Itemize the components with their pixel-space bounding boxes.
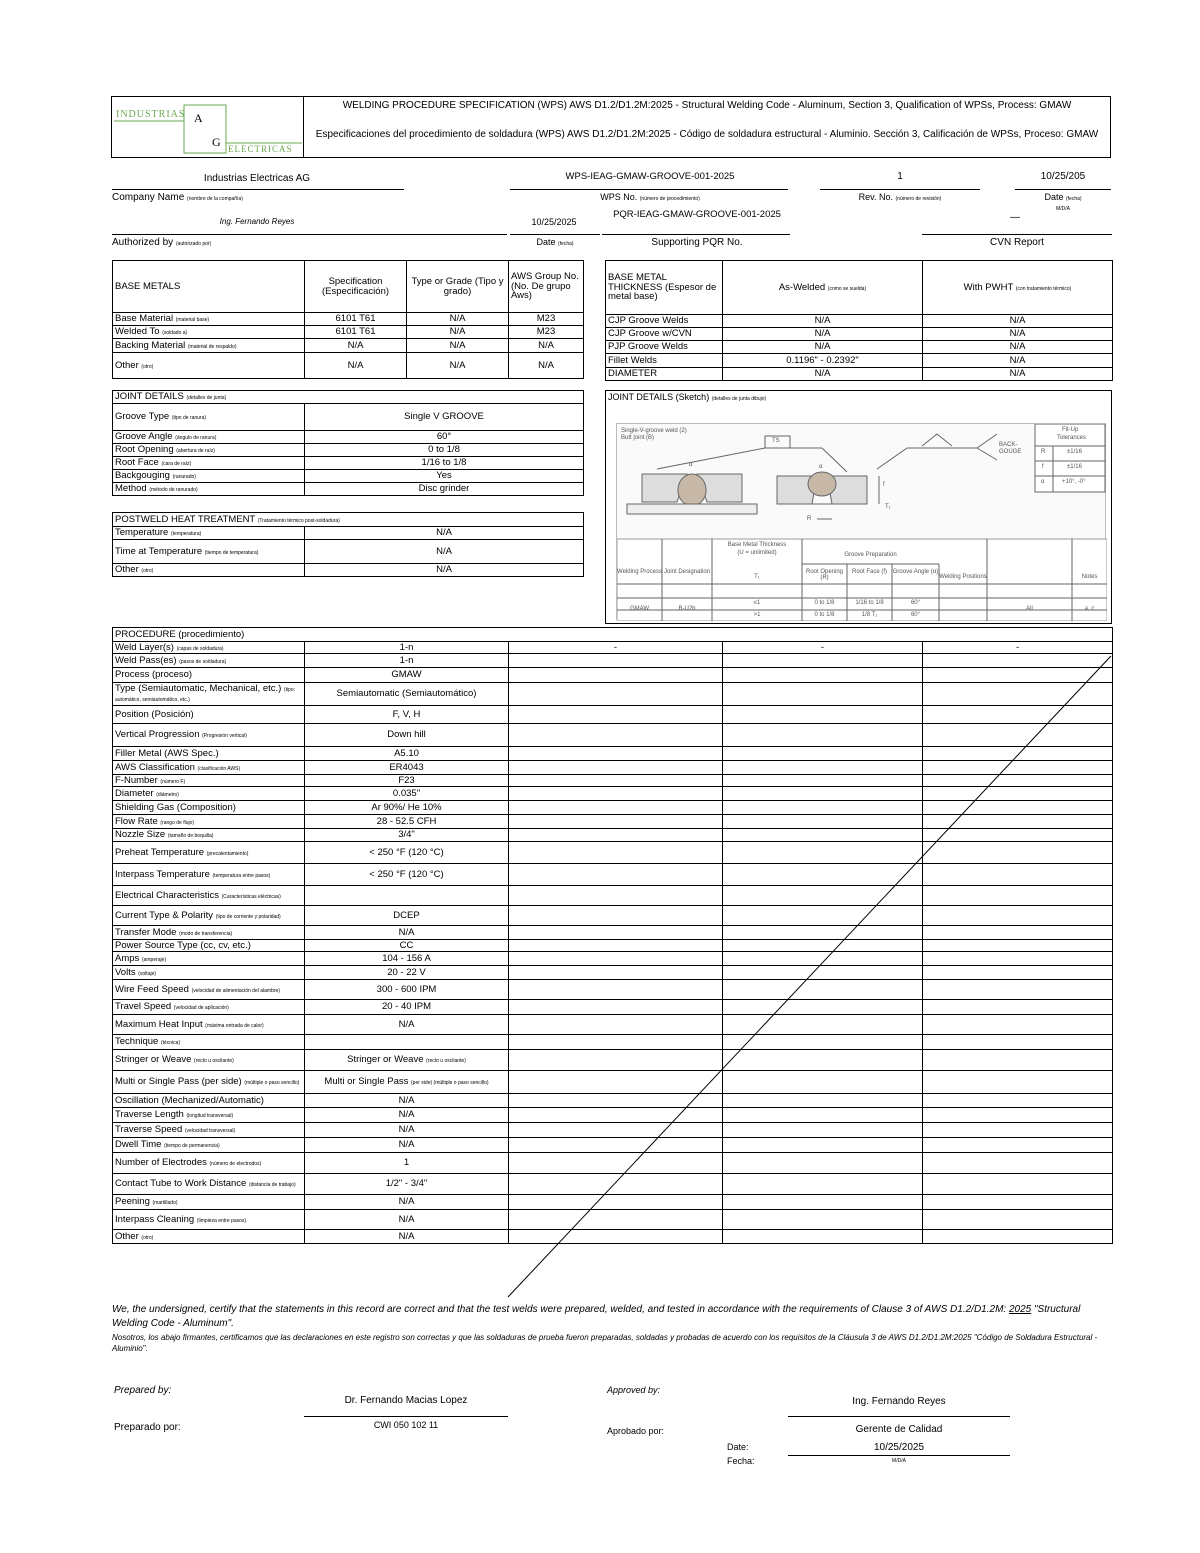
procedure-value-text: < 250 °F (120 °C) bbox=[369, 846, 444, 858]
procedure-label-text: Current Type & Polarity bbox=[115, 909, 214, 921]
sketch-td: 1/8 T₁ bbox=[861, 612, 878, 618]
pwht-row-sub: (tiempo de temperatura) bbox=[204, 549, 259, 556]
jd-cell: Yes bbox=[305, 470, 584, 483]
sign-date-value: 10/25/2025 bbox=[873, 1442, 925, 1453]
procedure-label-sub: (temperatura entre pasos) bbox=[212, 872, 271, 879]
procedure-label-sub: (Progresión vertical) bbox=[202, 733, 247, 740]
procedure-label-text: Power Source Type (cc, cv, etc.) bbox=[115, 939, 251, 951]
pwht-row-sub: (otro) bbox=[141, 568, 154, 575]
procedure-value-text: 0.035" bbox=[392, 787, 421, 799]
sign-date-label: Date: bbox=[727, 1442, 749, 1452]
sketch-f: f bbox=[883, 482, 885, 488]
jd-row-label: Groove Type bbox=[115, 411, 170, 423]
bm-row-sub: (otro) bbox=[141, 363, 154, 370]
bm-cell: M23 bbox=[509, 313, 584, 326]
pwht-cell: N/A bbox=[305, 564, 584, 577]
bm-spec-header: Specification (Especificación) bbox=[305, 261, 407, 313]
sketch-fitup: Fit-Up bbox=[1062, 427, 1079, 433]
certification-en bbox=[112, 1303, 1102, 1330]
bm-cell: N/A bbox=[407, 326, 509, 339]
th-row-label: CJP Groove Welds bbox=[606, 315, 723, 328]
sketch-th: T₁ bbox=[754, 574, 760, 580]
procedure-label-sub: (velocidad de aplicación) bbox=[173, 1005, 229, 1012]
procedure-value-text: Stringer or Weave bbox=[347, 1054, 424, 1066]
procedure-label-sub: (tiempo de permanencia) bbox=[164, 1143, 220, 1150]
procedure-label-sub: (martillado) bbox=[152, 1200, 178, 1207]
th-row-label: PJP Groove Welds bbox=[606, 341, 723, 354]
auth-date-label-sub: (fecha) bbox=[557, 241, 574, 247]
procedure-value-text: 28 - 52.5 CFH bbox=[376, 815, 437, 827]
procedure-label-text: Multi or Single Pass (per side) bbox=[115, 1076, 242, 1088]
sketch-th: Welding Process bbox=[617, 569, 662, 575]
procedure-value-text: N/A bbox=[398, 1213, 415, 1225]
sketch-h-sub: (detalles de junta dibujo) bbox=[711, 396, 767, 402]
sketch-alpha: α bbox=[689, 462, 693, 468]
procedure-value-text: N/A bbox=[398, 1196, 415, 1208]
sketch-td: GMAW bbox=[629, 606, 650, 612]
jd-row-label: Method bbox=[115, 483, 147, 495]
sketch-th: Root Face (f) bbox=[851, 569, 887, 575]
preparer-id: CWI 050 102 11 bbox=[373, 1420, 439, 1430]
sketch-r: R bbox=[807, 516, 812, 522]
bm-group-header: AWS Group No. (No. De grupo Aws) bbox=[509, 261, 584, 313]
date-value: 10/25/205 bbox=[1040, 171, 1086, 182]
pwht-cell: N/A bbox=[305, 540, 584, 564]
bm-cell: 6101 T61 bbox=[305, 313, 407, 326]
auth-date-label-text: Date bbox=[536, 237, 556, 247]
bm-cell: 6101 T61 bbox=[305, 326, 407, 339]
sign-fecha-label: Fecha: bbox=[727, 1456, 755, 1466]
sketch-tol-value: ±1/16 bbox=[1067, 449, 1082, 455]
jd-cell: Single V GROOVE bbox=[305, 404, 584, 431]
sketch-h: JOINT DETAILS (Sketch) bbox=[608, 392, 710, 402]
th-cell: N/A bbox=[923, 315, 1113, 328]
procedure-label-text: Maximum Heat Input bbox=[115, 1018, 203, 1030]
rev-label-sub: (número de revisión) bbox=[895, 196, 942, 202]
bm-type-header: Type or Grade (Tipo y grado) bbox=[407, 261, 509, 313]
pwht-row-label: Other bbox=[115, 564, 139, 576]
sketch-td: 0 to 1/8 bbox=[814, 600, 835, 606]
procedure-label-sub: (pasos de soldadura) bbox=[179, 658, 227, 665]
sketch-th: Base Metal Thickness bbox=[727, 542, 787, 548]
procedure-label-text: Diameter bbox=[115, 787, 154, 799]
jd-row-label: Groove Angle bbox=[115, 431, 173, 443]
bm-cell: N/A bbox=[407, 313, 509, 326]
procedure-label-text: Electrical Characteristics bbox=[115, 889, 219, 901]
logo-industrias: INDUSTRIAS bbox=[116, 109, 186, 120]
procedure-value-text: ER4043 bbox=[389, 761, 424, 773]
jd-cell: Disc grinder bbox=[305, 483, 584, 496]
sketch-td: >1 bbox=[753, 612, 761, 618]
bm-cell: N/A bbox=[305, 353, 407, 379]
bm-row-label: Backing Material bbox=[115, 339, 186, 351]
aw-h: As-Welded bbox=[778, 281, 826, 293]
th-cell: 0.1196" - 0.2392" bbox=[723, 354, 923, 368]
pwht-h-sub: (con tratamiento térmico) bbox=[1015, 285, 1072, 292]
procedure-value-text: 3/4" bbox=[398, 829, 415, 841]
procedure-label-sub: (amperaje) bbox=[141, 956, 167, 963]
procedure-label-text: Dwell Time bbox=[115, 1139, 162, 1151]
procedure-value-text: N/A bbox=[398, 926, 415, 938]
procedure-value-text: 1/2" - 3/4" bbox=[385, 1178, 428, 1190]
procedure-value-sub: (per side) (múltiple o paso sencillo) bbox=[411, 1080, 489, 1087]
bm-h1: BASE METALS bbox=[115, 280, 181, 292]
procedure-value-text: A5.10 bbox=[394, 747, 419, 759]
bm-cell: N/A bbox=[407, 353, 509, 379]
procedure-value-text: Ar 90%/ He 10% bbox=[371, 801, 442, 813]
sketch-tolerances: Tolerances bbox=[1057, 435, 1087, 441]
date-label-sub: (fecha) bbox=[1065, 196, 1082, 202]
sign-date-sub: M/D/A bbox=[892, 1458, 906, 1464]
rev-no-value: 1 bbox=[897, 171, 903, 182]
bm-row-sub: (material de respaldo) bbox=[187, 343, 237, 350]
procedure-label-sub: (precalentamiento) bbox=[206, 850, 249, 857]
procedure-value-text: < 250 °F (120 °C) bbox=[369, 868, 444, 880]
sketch-label: Butt joint (B) bbox=[621, 435, 655, 441]
bm-cell: N/A bbox=[305, 339, 407, 353]
procedure-value-text: 20 - 22 V bbox=[387, 966, 426, 978]
sketch-t1: T₁ bbox=[885, 504, 891, 510]
procedure-label-text: Peening bbox=[115, 1196, 150, 1208]
pwht-h: POSTWELD HEAT TREATMENT bbox=[115, 513, 256, 525]
procedure-value-text: CC bbox=[399, 939, 414, 951]
procedure-label-sub: (capas de soldadura) bbox=[176, 645, 224, 652]
procedure-value-text: F23 bbox=[398, 774, 415, 786]
bm-cell: N/A bbox=[509, 339, 584, 353]
procedure-value-text: N/A bbox=[398, 1018, 415, 1030]
procedure-value-text: 1 bbox=[403, 1157, 410, 1169]
th-cell: N/A bbox=[923, 368, 1113, 381]
sketch-alpha: α bbox=[819, 464, 823, 470]
sketch-th: Notes bbox=[1081, 574, 1098, 580]
pwht-row-label: Temperature bbox=[115, 527, 169, 539]
procedure-label-text: Volts bbox=[115, 966, 136, 978]
procedure-value-text: DCEP bbox=[393, 909, 420, 921]
procedure-label-text: Technique bbox=[115, 1036, 159, 1048]
procedure-label-text: Oscillation (Mechanized/Automatic) bbox=[115, 1094, 264, 1106]
sketch-td: 0 to 1/8 bbox=[814, 612, 835, 618]
procedure-value-text: 104 - 156 A bbox=[382, 952, 431, 964]
procedure-value-text: N/A bbox=[398, 1109, 415, 1121]
th-cell: N/A bbox=[723, 328, 923, 341]
sketch-tol-value: ±1/16 bbox=[1067, 464, 1082, 470]
bm-cell: N/A bbox=[509, 353, 584, 379]
certification-es: Nosotros, los abajo firmantes, certificamos que las declaraciones en este registro son correctas y que las soldaduras de prueba fueron preparadas, soldadas y probadas de acuerdo con los requisitos de la Cláusula 3 de AWS D1.2/D1.2M:2025 "Código de Soldadura Estructural - Aluminio". bbox=[112, 1333, 1098, 1354]
bm-cell: N/A bbox=[407, 339, 509, 353]
procedure-value-text: N/A bbox=[398, 1124, 415, 1136]
procedure-label-text: Interpass Cleaning bbox=[115, 1213, 195, 1225]
procedure-label-sub: (diámetro) bbox=[156, 791, 179, 798]
bm-row-sub: (soldado a) bbox=[162, 330, 188, 337]
jd-h: JOINT DETAILS bbox=[115, 391, 184, 403]
procedure-label-sub: (distancia de trabajo) bbox=[248, 1182, 296, 1189]
sketch-th: Groove Angle (α) bbox=[892, 569, 939, 575]
procedure-label-sub: (velocidad de alimentación del alambre) bbox=[191, 987, 280, 994]
jd-row-sub: (método de ranurado) bbox=[149, 487, 198, 494]
sketch-th: Joint Designation bbox=[663, 569, 711, 575]
jd-row-sub: (cara de raíz) bbox=[161, 461, 192, 468]
procedure-label-sub: (limpieza entre pasos) bbox=[196, 1217, 247, 1224]
bm-row-label: Other bbox=[115, 359, 139, 371]
procedure-value-sub: (recto u oscilante) bbox=[426, 1058, 466, 1065]
jd-row-label: Backgouging bbox=[115, 470, 170, 482]
procedure-label-text: Traverse Length bbox=[115, 1109, 184, 1121]
jd-row-sub: (ranurado) bbox=[172, 474, 196, 481]
procedure-label-sub: (rango de flujo) bbox=[160, 819, 195, 826]
bm-row-label: Welded To bbox=[115, 326, 160, 338]
th-cell: N/A bbox=[723, 368, 923, 381]
procedure-label-sub: (recto u oscilante) bbox=[194, 1058, 234, 1065]
procedure-label-sub: (modo de transferencia) bbox=[179, 930, 233, 937]
rev-label-text: Rev. No. bbox=[858, 192, 893, 202]
procedure-label-text: F-Number bbox=[115, 774, 158, 786]
procedure-value-text: F, V, H bbox=[392, 708, 421, 720]
company-label-sub: (nombre de la compañía) bbox=[187, 196, 243, 202]
wps-label-text: WPS No. bbox=[600, 192, 638, 202]
date-label-text: Date bbox=[1044, 192, 1064, 202]
procedure-value-text: 300 - 600 IPM bbox=[376, 983, 437, 995]
th-row-label: CJP Groove w/CVN bbox=[606, 328, 723, 341]
procedure-label-text: Flow Rate bbox=[115, 815, 158, 827]
procedure-label-sub: (tipo de corriente y polaridad) bbox=[215, 913, 281, 920]
sketch-tol-value: +10°, -0° bbox=[1062, 479, 1086, 485]
procedure-value-text: N/A bbox=[398, 1094, 415, 1106]
th-cell: N/A bbox=[723, 315, 923, 328]
company-name-value: Industrias Electricas AG bbox=[203, 173, 311, 184]
procedure-label-sub: (técnica) bbox=[160, 1040, 181, 1047]
th-cell: N/A bbox=[723, 341, 923, 354]
company-label-text: Company Name bbox=[112, 192, 185, 203]
sketch-backgouge: GOUGE bbox=[999, 449, 1022, 455]
sketch-td: All bbox=[1026, 606, 1033, 612]
procedure-value-text: Down hill bbox=[387, 729, 426, 741]
procedure-label-text: Contact Tube to Work Distance bbox=[115, 1178, 247, 1190]
logo-letter-a: A bbox=[194, 111, 203, 125]
procedure-label-text: Position (Posición) bbox=[115, 708, 194, 720]
jd-row-label: Root Opening bbox=[115, 444, 174, 456]
procedure-value-text: N/A bbox=[398, 1139, 415, 1151]
auth-date-value: 10/25/2025 bbox=[531, 217, 577, 227]
procedure-label-sub: (tipo: automático, semiautomático, etc.) bbox=[115, 687, 296, 703]
th-row-label: Fillet Welds bbox=[606, 354, 723, 368]
pqr-no-value: PQR-IEAG-GMAW-GROOVE-001-2025 bbox=[613, 209, 781, 220]
th-cell: N/A bbox=[923, 328, 1113, 341]
th-cell: N/A bbox=[923, 354, 1113, 368]
procedure-value-text: GMAW bbox=[391, 669, 422, 681]
procedure-label-text: Other bbox=[115, 1230, 139, 1242]
sketch-td: ≤1 bbox=[753, 600, 761, 606]
bm-cell: M23 bbox=[509, 326, 584, 339]
procedure-blank-cell: - bbox=[509, 642, 723, 654]
procedure-label-sub: (longitud transversal) bbox=[186, 1113, 234, 1120]
jd-cell: 0 to 1/8 bbox=[305, 444, 584, 457]
wps-label-sub: (número de procedimiento) bbox=[639, 196, 700, 202]
sketch-th: (U = unlimited) bbox=[737, 550, 777, 556]
preparado-por-label: Preparado por: bbox=[114, 1422, 181, 1433]
procedure-label-text: Type (Semiautomatic, Mechanical, etc.) bbox=[115, 683, 282, 695]
procedure-label-text: Number of Electrodes bbox=[115, 1157, 207, 1169]
procedure-label-sub: (tamaño de boquilla) bbox=[167, 833, 214, 840]
authorized-by-value: Ing. Fernando Reyes bbox=[219, 217, 295, 226]
procedure-label-sub: (velocidad transversal) bbox=[184, 1128, 236, 1135]
procedure-label-text: Amps bbox=[115, 952, 140, 964]
procedure-value-text: Semiautomatic (Semiautomático) bbox=[336, 688, 477, 700]
procedure-label-sub: (número de electrodos) bbox=[209, 1161, 262, 1168]
th-row-label: DIAMETER bbox=[606, 368, 723, 381]
jd-row-label: Root Face bbox=[115, 457, 159, 469]
pwht-h: With PWHT bbox=[963, 281, 1014, 293]
procedure-label-text: Shielding Gas (Composition) bbox=[115, 801, 236, 813]
cvn-report-label: CVN Report bbox=[990, 237, 1044, 248]
procedure-label-text: Traverse Speed bbox=[115, 1124, 183, 1136]
prepared-by-label: Prepared by: bbox=[114, 1385, 172, 1396]
logo-electricas: ELECTRICAS bbox=[228, 144, 293, 154]
sketch-td: 60° bbox=[910, 612, 921, 618]
jd-h-sub: (detalles de junta) bbox=[186, 395, 227, 402]
procedure-label-text: Vertical Progression bbox=[115, 729, 200, 741]
preparer-name: Dr. Fernando Macias Lopez bbox=[344, 1395, 468, 1406]
procedure-label-text: Process (proceso) bbox=[115, 669, 193, 681]
bm-row-sub: (material base) bbox=[175, 317, 210, 324]
sketch-th: Groove Preparation bbox=[844, 552, 897, 558]
approved-by-label: Approved by: bbox=[607, 1385, 661, 1395]
sketch-tol-label: f bbox=[1042, 464, 1044, 470]
approver-role: Gerente de Calidad bbox=[855, 1424, 943, 1435]
cvn-report-value: — bbox=[1010, 212, 1020, 223]
sketch-label: Single-V-groove weld (2) bbox=[621, 428, 687, 434]
jd-row-sub: (ángulo de ranura) bbox=[175, 435, 217, 442]
pqr-no-label: Supporting PQR No. bbox=[651, 237, 743, 248]
sketch-tol-label: α bbox=[1041, 479, 1045, 485]
date-label-mda: M/D/A bbox=[1056, 206, 1070, 212]
pwht-h-sub: (Tratamiento térmico post-soldadura) bbox=[257, 517, 340, 524]
pwht-row-sub: (temperatura) bbox=[170, 531, 202, 538]
sketch-td: 60° bbox=[910, 600, 921, 606]
procedure-label-text: Interpass Temperature bbox=[115, 868, 210, 880]
procedure-label-text: Weld Pass(es) bbox=[115, 654, 177, 666]
title-en: WELDING PROCEDURE SPECIFICATION (WPS) AWS D1.2/D1.2M:2025 - Structural Welding Code - Aluminum, Section 3, Qualification of WPSs, Process: GMAW bbox=[342, 100, 1072, 111]
procedure-value-text: Multi or Single Pass bbox=[324, 1076, 409, 1088]
auth-label-text: Authorized by bbox=[112, 237, 174, 248]
procedure-blank-cell: - bbox=[723, 642, 923, 654]
aw-h-sub: (como se suelda) bbox=[827, 285, 867, 292]
procedure-label-text: Wire Feed Speed bbox=[115, 983, 189, 995]
procedure-value-text: N/A bbox=[398, 1230, 415, 1242]
sketch-td: B-U2b bbox=[678, 606, 696, 612]
procedure-label-text: Nozzle Size bbox=[115, 829, 166, 841]
thickness-header: BASE METAL THICKNESS (Espesor de metal base) bbox=[606, 261, 723, 315]
sketch-tol-label: R bbox=[1041, 449, 1046, 455]
procedure-label-sub: (clasificación AWS) bbox=[197, 765, 241, 772]
procedure-label-text: Weld Layer(s) bbox=[115, 641, 174, 653]
jd-row-sub: (tipo de ranura) bbox=[171, 415, 207, 422]
procedure-label-text: Transfer Mode bbox=[115, 926, 177, 938]
pwht-row-label: Time at Temperature bbox=[115, 545, 203, 557]
procedure-label-sub: (voltaje) bbox=[138, 970, 157, 977]
cert-en-text: We, the undersigned, certify that the statements in this record are correct and that the test welds were prepared, welded, and tested in accordance with the requirements of Clause 3 of AWS D1.2/D1.2M: bbox=[112, 1304, 1009, 1315]
bm-row-label: Base Material bbox=[115, 313, 174, 325]
cert-en-year: 2025 bbox=[1008, 1304, 1032, 1315]
sketch-backgouge: BACK- bbox=[999, 442, 1018, 448]
procedure-title: PROCEDURE (procedimiento) bbox=[113, 628, 1113, 642]
sketch-td: a, c bbox=[1084, 606, 1095, 612]
jd-row-sub: (abertura de raíz) bbox=[176, 448, 215, 455]
pwht-cell: N/A bbox=[305, 527, 584, 540]
procedure-label-sub: (número F) bbox=[160, 778, 186, 785]
procedure-label-text: Preheat Temperature bbox=[115, 846, 205, 858]
procedure-label-sub: (Características eléctricas) bbox=[221, 893, 281, 900]
procedure-value-text: 1-n bbox=[399, 641, 414, 653]
cert-en-text-2: "Structural Welding Code - Aluminum". bbox=[112, 1304, 1081, 1329]
procedure-label-sub: (máxima entrada de calor) bbox=[205, 1022, 264, 1029]
wps-no-value: WPS-IEAG-GMAW-GROOVE-001-2025 bbox=[565, 171, 735, 182]
procedure-value-text: 1-n bbox=[399, 654, 414, 666]
th-cell: N/A bbox=[923, 341, 1113, 354]
jd-cell: 60° bbox=[305, 431, 584, 444]
procedure-label-sub: (múltiple o paso sencillo) bbox=[244, 1080, 300, 1087]
procedure-label-text: AWS Classification bbox=[115, 761, 195, 773]
procedure-label-sub: (otro) bbox=[141, 1234, 154, 1241]
procedure-label-text: Filler Metal (AWS Spec.) bbox=[115, 747, 219, 759]
sketch-ts: TS bbox=[772, 438, 780, 444]
sketch-th: Welding Positions bbox=[939, 574, 987, 580]
title-es: Especificaciones del procedimiento de soldadura (WPS) AWS D1.2/D1.2M:2025 - Código de soldadura estructural - Aluminio. Sección 3, Calificación de WPSs, Proceso: GMAW bbox=[315, 129, 1099, 140]
auth-label-sub: (autorizado por) bbox=[175, 241, 212, 247]
approver-name: Ing. Fernando Reyes bbox=[852, 1396, 946, 1407]
jd-cell: 1/16 to 1/8 bbox=[305, 457, 584, 470]
sketch-td: 1/16 to 1/8 bbox=[855, 600, 884, 606]
procedure-label-text: Travel Speed bbox=[115, 1001, 172, 1013]
logo-letter-g: G bbox=[212, 135, 221, 149]
sketch-th: Root Opening (R) bbox=[805, 569, 844, 581]
aprobado-por-label: Aprobado por: bbox=[607, 1426, 665, 1436]
procedure-label-text: Stringer or Weave bbox=[115, 1054, 192, 1066]
procedure-value-text: 20 - 40 IPM bbox=[381, 1001, 432, 1013]
procedure-blank-cell: - bbox=[923, 642, 1113, 654]
